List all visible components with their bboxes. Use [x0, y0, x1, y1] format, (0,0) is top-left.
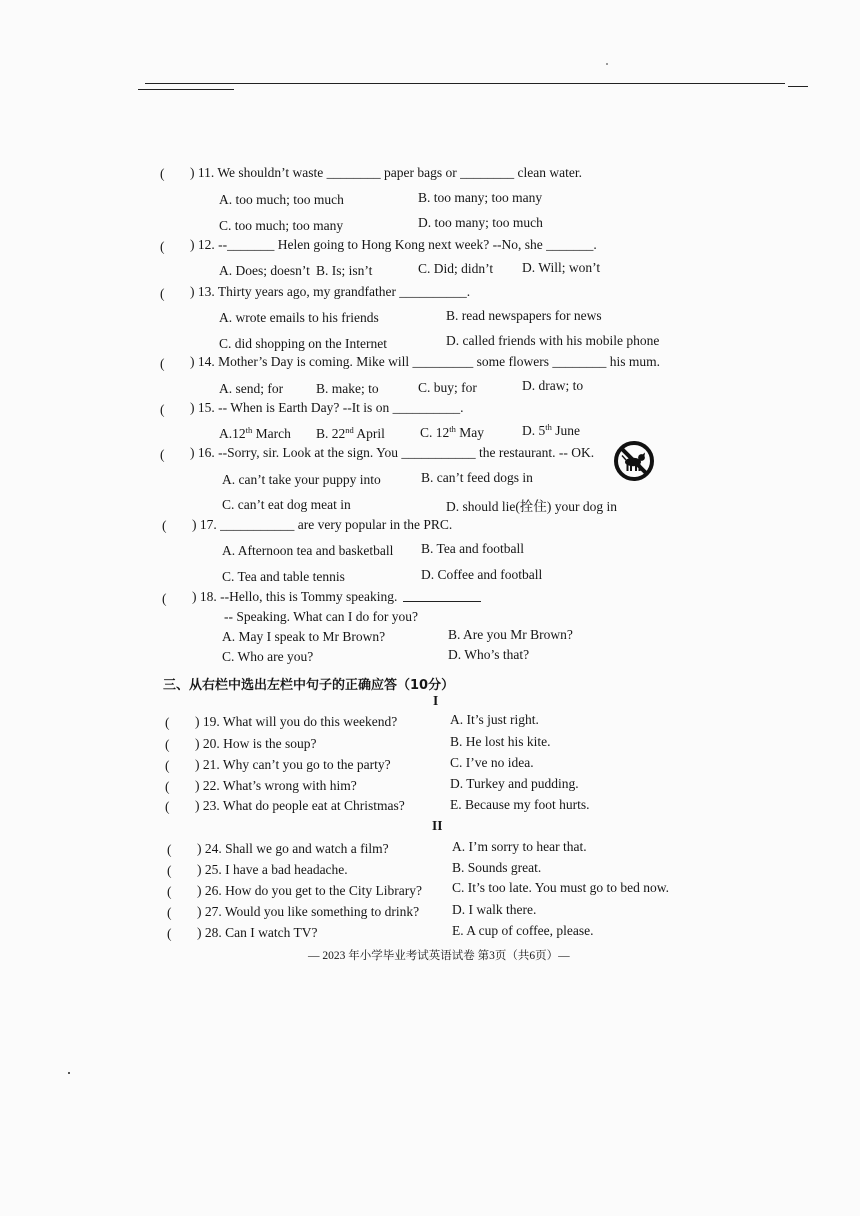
matching-question-23: ) 23. What do people eat at Christmas? [195, 798, 405, 813]
page-footer: — 2023 年小学毕业考试英语试卷 第3页（共6页）— [308, 950, 570, 962]
answer-paren[interactable]: ( [167, 842, 172, 857]
question-15-option-c: C. 12th May [420, 424, 485, 440]
matching-question-25: ) 25. I have a bad headache. [197, 862, 348, 877]
header-rule-left-fragment [138, 89, 234, 90]
scan-speck [68, 1072, 70, 1074]
answer-paren[interactable]: ( [165, 779, 170, 794]
question-12-stem: ) 12. --_______ Helen going to Hong Kong next week? --No, she _______. [190, 237, 597, 252]
question-11-option-a: A. too much; too much [219, 192, 344, 207]
question-17-option-a: A. Afternoon tea and basketball [222, 543, 394, 558]
answer-paren[interactable]: ( [165, 758, 170, 773]
question-18-dialogue-line: -- Speaking. What can I do for you? [224, 609, 418, 624]
part-1-heading: I [433, 693, 439, 708]
question-14-option-d: D. draw; to [522, 378, 584, 393]
question-13-option-a: A. wrote emails to his friends [219, 310, 379, 325]
matching-question-20: ) 20. How is the soup? [195, 736, 317, 751]
matching-question-24: ) 24. Shall we go and watch a film? [197, 841, 389, 856]
question-16-option-a: A. can’t take your puppy into [222, 472, 381, 487]
matching-answer-e: E. A cup of coffee, please. [452, 923, 594, 938]
question-14-option-a: A. send; for [219, 381, 284, 396]
matching-answer-c: C. It’s too late. You must go to bed now. [452, 880, 670, 895]
question-12-option-b: B. Is; isn’t [316, 263, 373, 278]
question-12-option-c: C. Did; didn’t [418, 261, 494, 276]
question-18-option-c: C. Who are you? [222, 649, 314, 664]
answer-paren[interactable]: ( [160, 402, 165, 417]
answer-paren[interactable]: ( [167, 863, 172, 878]
scan-speck [606, 63, 608, 65]
question-11-option-d: D. too many; too much [418, 215, 543, 230]
answer-paren[interactable]: ( [167, 905, 172, 920]
question-14-option-b: B. make; to [316, 381, 379, 396]
question-13-stem: ) 13. Thirty years ago, my grandfather __________. [190, 284, 471, 299]
question-17-stem: ) 17. ___________ are very popular in the PRC. [192, 517, 453, 532]
matching-question-21: ) 21. Why can’t you go to the party? [195, 757, 391, 772]
header-rule-right-fragment [788, 86, 808, 87]
matching-answer-a: A. It’s just right. [450, 712, 539, 727]
question-13-option-d: D. called friends with his mobile phone [446, 333, 660, 348]
answer-paren[interactable]: ( [165, 737, 170, 752]
no-dogs-sign-icon [613, 440, 655, 482]
question-16-option-d: D. should lie(拴住) your dog in [446, 499, 617, 514]
question-17-option-b: B. Tea and football [421, 541, 525, 556]
matching-answer-c: C. I’ve no idea. [450, 755, 534, 770]
question-14-option-c: C. buy; for [418, 380, 477, 395]
question-18-option-d: D. Who’s that? [448, 647, 530, 662]
matching-answer-b: B. Sounds great. [452, 860, 542, 875]
question-16-option-c: C. can’t eat dog meat in [222, 497, 351, 512]
matching-question-26: ) 26. How do you get to the City Library? [197, 883, 422, 898]
matching-answer-a: A. I’m sorry to hear that. [452, 839, 587, 854]
question-16-option-b: B. can’t feed dogs in [421, 470, 533, 485]
question-18-option-b: B. Are you Mr Brown? [448, 627, 573, 642]
matching-question-28: ) 28. Can I watch TV? [197, 925, 318, 940]
answer-paren[interactable]: ( [167, 926, 172, 941]
question-11-option-b: B. too many; too many [418, 190, 543, 205]
question-16-stem: ) 16. --Sorry, sir. Look at the sign. You ___________ the restaurant. -- OK. [190, 445, 595, 460]
matching-question-27: ) 27. Would you like something to drink? [197, 904, 420, 919]
question-14-stem: ) 14. Mother’s Day is coming. Mike will _________ some flowers ________ his mum. [190, 354, 660, 369]
question-15-option-b: B. 22nd April [316, 425, 385, 441]
answer-paren[interactable]: ( [167, 884, 172, 899]
answer-paren[interactable]: ( [162, 591, 167, 606]
matching-answer-e: E. Because my foot hurts. [450, 797, 590, 812]
answer-paren[interactable]: ( [165, 715, 170, 730]
question-11-option-c: C. too much; too many [219, 218, 344, 233]
part-2-heading: II [432, 818, 443, 833]
question-15-stem: ) 15. -- When is Earth Day? --It is on __________. [190, 400, 464, 415]
matching-answer-b: B. He lost his kite. [450, 734, 551, 749]
answer-paren[interactable]: ( [160, 166, 165, 181]
section-3-title: 三、从右栏中选出左栏中句子的正确应答（10分） [163, 678, 455, 693]
answer-paren[interactable]: ( [162, 518, 167, 533]
question-15-option-d: D. 5th June [522, 422, 580, 438]
matching-answer-d: D. I walk there. [452, 902, 537, 917]
question-17-option-d: D. Coffee and football [421, 567, 543, 582]
matching-question-19: ) 19. What will you do this weekend? [195, 714, 398, 729]
answer-blank-line [403, 601, 481, 602]
answer-paren[interactable]: ( [160, 286, 165, 301]
answer-paren[interactable]: ( [160, 356, 165, 371]
header-rule [145, 83, 785, 84]
question-12-option-d: D. Will; won’t [522, 260, 601, 275]
matching-question-22: ) 22. What’s wrong with him? [195, 778, 357, 793]
answer-paren[interactable]: ( [165, 799, 170, 814]
question-13-option-c: C. did shopping on the Internet [219, 336, 387, 351]
question-13-option-b: B. read newspapers for news [446, 308, 602, 323]
question-18-stem: ) 18. --Hello, this is Tommy speaking. [192, 589, 398, 604]
question-18-option-a: A. May I speak to Mr Brown? [222, 629, 386, 644]
question-15-option-a: A.12th March [219, 425, 291, 441]
matching-answer-d: D. Turkey and pudding. [450, 776, 579, 791]
answer-paren[interactable]: ( [160, 239, 165, 254]
question-11-stem: ) 11. We shouldn’t waste ________ paper bags or ________ clean water. [190, 165, 582, 180]
question-17-option-c: C. Tea and table tennis [222, 569, 345, 584]
question-12-option-a: A. Does; doesn’t [219, 263, 310, 278]
answer-paren[interactable]: ( [160, 447, 165, 462]
